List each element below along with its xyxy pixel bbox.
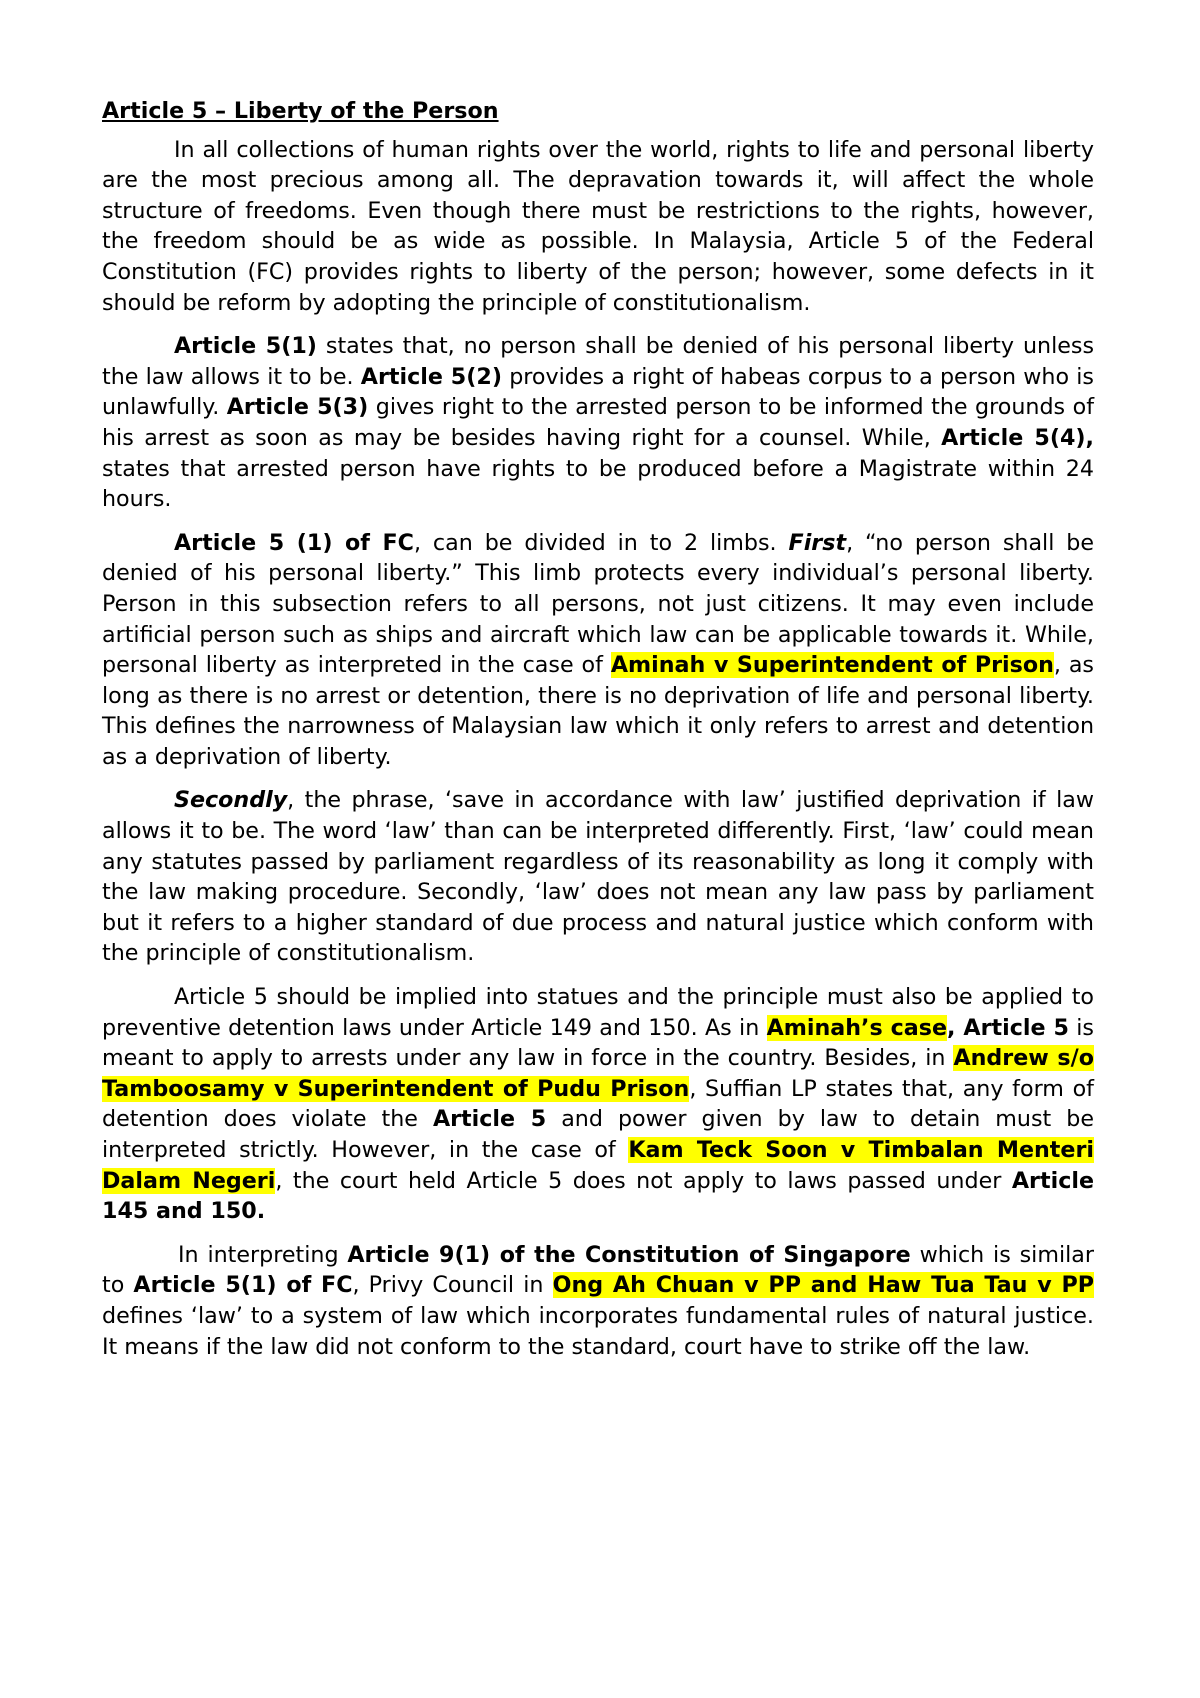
case-highlight-aminahs-case: Aminah’s case xyxy=(766,1014,948,1041)
singapore-article-ref: Article 9(1) of the Constitution of Singapore xyxy=(347,1241,911,1268)
preventive-detention-paragraph xyxy=(102,982,1094,1227)
paragraph-text: , can be divided in to 2 limbs. xyxy=(413,529,789,556)
case-highlight-aminah: Aminah v Superintendent of Prison xyxy=(610,652,1054,679)
paragraph-text: states that, no person shall be denied of his personal liberty unless the law allows it to be. xyxy=(102,333,1095,390)
paragraph-text: gives right to the arrested person to be informed the grounds of his arrest as soon as may be besides having right for a counsel. While, xyxy=(102,394,1094,451)
paragraph-text: defines ‘law’ to a system of law which incorporates fundamental rules of natural justice. It means if the law did not conform to the standard, court have to strike off the law. xyxy=(102,1302,1094,1360)
article-5-3-ref: Article 5(3) xyxy=(226,394,369,421)
document-page xyxy=(102,96,1094,1375)
paragraph-text: provides a right of habeas corpus to a person who is unlawfully. xyxy=(102,363,1094,421)
paragraph-text: states that arrested person have rights to be produced before a Magistrate within 24 hours. xyxy=(102,455,1094,513)
singapore-paragraph xyxy=(102,1240,1094,1362)
article-5-1-ref: Article 5(1) xyxy=(174,333,317,360)
document-title: Article 5 – Liberty of the Person xyxy=(102,98,499,124)
article-subsections-paragraph xyxy=(102,331,1094,515)
paragraph-text: and power given by law to detain must be interpreted strictly. However, in the case of xyxy=(102,1106,1094,1163)
article-5-ref: , Article 5 xyxy=(947,1014,1069,1041)
intro-text: In all collections of human rights over the world, rights to life and personal liberty are the most precious among all. The depravation towards it, will affect the whole structure of freedoms. Even though there must be restrictions to the rights, however, the freedom should be as wide as possible. In Malaysia, Article 5 of the Federal Constitution (FC) provides rights to liberty of the person; however, some defects in it should be reform by adopting the principle of constitutionalism. xyxy=(102,136,1094,316)
article-5-ref: Article 5 xyxy=(432,1106,547,1133)
article-5-2-ref: Article 5(2) xyxy=(360,363,502,390)
paragraph-text: , the court held Article 5 does not apply to laws passed under xyxy=(275,1167,1012,1194)
case-highlight-andrew: Andrew s/o Tamboosamy v Superintendent of Pudu Prison xyxy=(102,1045,1094,1102)
paragraph-text: Article 5 should be implied into statues and the principle must also be applied to preventive detention laws under Article 149 and 150. As in xyxy=(102,984,1094,1041)
second-limb-paragraph xyxy=(102,785,1094,969)
paragraph-text: is meant to apply to arrests under any law in force in the country. Besides, in xyxy=(102,1014,1094,1072)
case-highlight-ong-ah-chuan: Ong Ah Chuan v PP and Haw Tua Tau v PP xyxy=(552,1272,1095,1299)
paragraph-text: In interpreting xyxy=(178,1241,348,1268)
secondly-emphasis: Secondly xyxy=(174,787,288,814)
intro-paragraph xyxy=(102,135,1094,319)
paragraph-text: , the phrase, ‘save in accordance with law’ justified deprivation if law allows it to be. The word ‘law’ than can be interpreted differently. First, ‘law’ could mean any statutes passed by parliament regardless of its reasonability as long it comply with the law making procedure. Secondly, ‘law’ does not mean any law pass by parliament but it refers to a higher standard of due process and natural justice which conform with the principle of constitutionalism. xyxy=(102,787,1094,967)
article-5-1-fc-ref: Article 5 (1) of FC xyxy=(174,529,414,556)
paragraph-text: , “no person shall be denied of his personal liberty.” This limb protects every individual’s personal liberty. Person in this subsection refers to all persons, not just citizens. It may even include artificial person such as ships and aircraft which law can be applicable towards it. While, personal liberty as interpreted in the case of xyxy=(102,529,1095,679)
first-limb-paragraph xyxy=(102,528,1094,773)
article-5-4-ref: Article 5(4), xyxy=(941,424,1094,451)
first-emphasis: First xyxy=(788,529,847,556)
article-5-1-fc-ref: Article 5(1) of FC xyxy=(133,1272,353,1299)
paragraph-text: , Suffian LP states that, any form of detention does violate the xyxy=(102,1075,1094,1133)
case-highlight-kam-teck-soon: Kam Teck Soon v Timbalan Menteri Dalam Negeri xyxy=(102,1137,1094,1194)
paragraph-text: , Privy Council in xyxy=(352,1272,553,1299)
paragraph-text: , as long as there is no arrest or detention, there is no deprivation of life and personal liberty. This defines the narrowness of Malaysian law which it only refers to arrest and detention as a deprivation of liberty. xyxy=(102,652,1094,770)
paragraph-text: which is similar to xyxy=(102,1241,1095,1299)
article-145-150-ref: Article 145 and 150. xyxy=(102,1167,1095,1225)
